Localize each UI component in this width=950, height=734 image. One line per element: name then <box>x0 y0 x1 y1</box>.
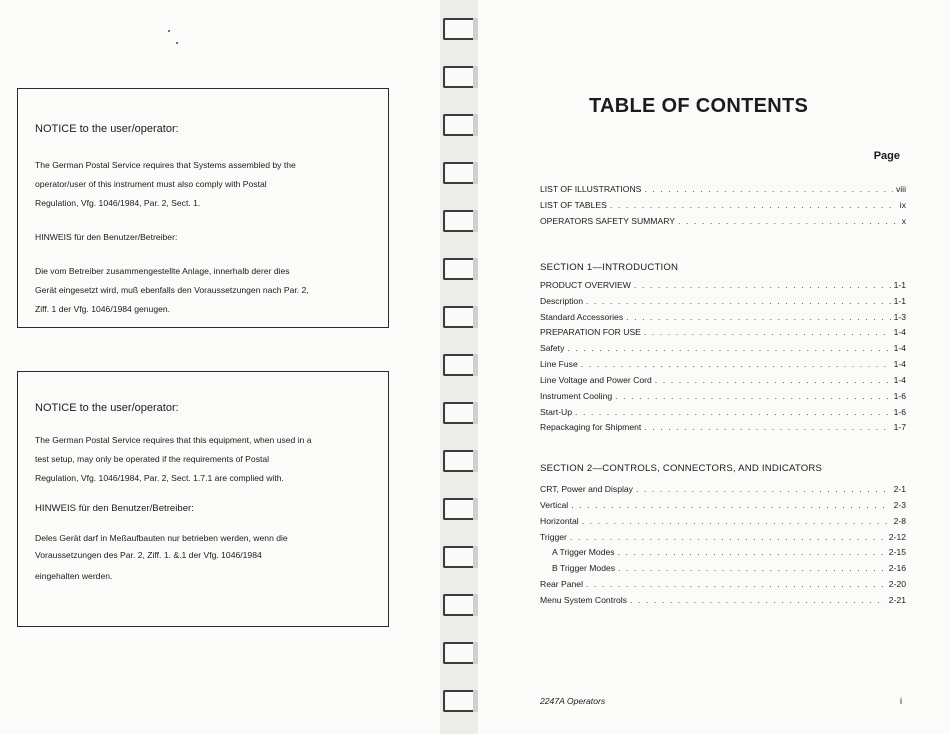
toc-entry-label: CRT, Power and Display <box>540 484 633 494</box>
toc-entry <box>540 200 906 216</box>
toc-entry <box>540 484 906 500</box>
hinweis-line: Voraussetzungen des Par. 2, Ziff. 1. &.1 der Vfg. 1046/1984 <box>35 550 262 560</box>
toc-entry-page: 1-4 <box>893 343 906 353</box>
right-page <box>478 0 950 734</box>
toc-entry <box>540 296 906 312</box>
toc-entry <box>540 500 906 516</box>
hinweis-line: Die vom Betreiber zusammengestellte Anlage, innerhalb derer dies <box>35 266 290 276</box>
toc-entry-page: 2-3 <box>893 500 906 510</box>
hinweis-heading: HINWEIS für den Benutzer/Betreiber: <box>35 503 194 514</box>
toc-entry <box>540 422 906 438</box>
left-page <box>0 0 440 734</box>
binding-ring <box>443 498 477 520</box>
toc-entry-label: LIST OF ILLUSTRATIONS <box>540 184 642 194</box>
leader-dots <box>610 200 897 210</box>
toc-entry-label: B Trigger Modes <box>552 563 616 573</box>
toc-entry-page: 2-15 <box>888 547 906 557</box>
toc-subentry <box>552 563 906 579</box>
toc-entry-label: LIST OF TABLES <box>540 200 607 210</box>
toc-entry-label: Rear Panel <box>540 579 583 589</box>
toc-entry <box>540 516 906 532</box>
toc-entry-page: 2-8 <box>893 516 906 526</box>
section-heading: SECTION 1—INTRODUCTION <box>540 262 679 273</box>
toc-entry-page: 2-1 <box>893 484 906 494</box>
toc-entry <box>540 343 906 359</box>
toc-entry <box>540 375 906 391</box>
leader-dots <box>618 563 886 573</box>
hinweis-line: Gerät eingesetzt wird, muß ebenfalls den Voraussetzungen nach Par. 2, <box>35 285 309 295</box>
leader-dots <box>567 343 890 353</box>
toc-entry-page: 1-4 <box>893 359 906 369</box>
toc-entry-label: Description <box>540 296 583 306</box>
hinweis-line: Ziff. 1 der Vfg. 1046/1984 genugen. <box>35 304 171 314</box>
toc-entry-label: Menu System Controls <box>540 595 627 605</box>
toc-entry-label: Safety <box>540 343 565 353</box>
binding-ring <box>443 18 477 40</box>
toc-entry <box>540 595 906 611</box>
toc-entry-label: Line Voltage and Power Cord <box>540 375 652 385</box>
leader-dots <box>570 532 886 542</box>
notice-line: Regulation, Vfg. 1046/1984, Par. 2, Sect. 1. <box>35 198 201 208</box>
hinweis-line: eingehalten werden. <box>35 571 113 581</box>
notice-line: The German Postal Service requires that Systems assembled by the <box>35 160 296 170</box>
toc-entry <box>540 391 906 407</box>
toc-entry-page: 2-12 <box>888 532 906 542</box>
leader-dots <box>582 516 891 526</box>
leader-dots <box>655 375 891 385</box>
binding-ring <box>443 690 477 712</box>
binding-ring <box>443 546 477 568</box>
toc-entry <box>540 280 906 296</box>
notice-heading: NOTICE to the user/operator: <box>35 123 179 135</box>
notice-box-postal-systems <box>17 88 389 328</box>
toc-entry-label: Horizontal <box>540 516 579 526</box>
binding-ring <box>443 594 477 616</box>
leader-dots <box>630 595 886 605</box>
notice-line: test setup, may only be operated if the requirements of Postal <box>35 454 270 464</box>
leader-dots <box>644 327 891 337</box>
leader-dots <box>644 184 893 194</box>
toc-entry-page: 1-4 <box>893 375 906 385</box>
leader-dots <box>618 547 886 557</box>
leader-dots <box>644 422 890 432</box>
toc-entry-page: 1-7 <box>893 422 906 432</box>
notice-line: operator/user of this instrument must also comply with Postal <box>35 179 267 189</box>
toc-entry-label: Line Fuse <box>540 359 578 369</box>
binding-ring <box>443 210 477 232</box>
binding-ring <box>443 114 477 136</box>
toc-entry-label: Instrument Cooling <box>540 391 613 401</box>
section-heading: SECTION 2—CONTROLS, CONNECTORS, AND INDICATORS <box>540 463 823 474</box>
binding-ring <box>443 450 477 472</box>
toc-entry-label: PRODUCT OVERVIEW <box>540 280 631 290</box>
footer-page-number: i <box>900 696 902 706</box>
toc-entry-page: viii <box>895 184 906 194</box>
hinweis-heading: HINWEIS für den Benutzer/Betreiber: <box>35 232 178 242</box>
toc-entry-label: OPERATORS SAFETY SUMMARY <box>540 216 675 226</box>
toc-entry-label: Trigger <box>540 532 567 542</box>
hinweis-line: Deles Gerät darf in Meßaufbauten nur betrieben werden, wenn die <box>35 533 288 543</box>
binding-ring <box>443 642 477 664</box>
leader-dots <box>615 391 890 401</box>
binding-ring <box>443 162 477 184</box>
binding-ring <box>443 402 477 424</box>
leader-dots <box>636 484 891 494</box>
toc-entry <box>540 312 906 328</box>
toc-entry <box>540 327 906 343</box>
toc-entry-page: ix <box>899 200 906 210</box>
toc-entry-label: A Trigger Modes <box>552 547 615 557</box>
scan-speck <box>176 42 178 44</box>
toc-entry-page: 1-1 <box>893 280 906 290</box>
binding-ring <box>443 258 477 280</box>
toc-entry-page: 2-21 <box>888 595 906 605</box>
notice-line: The German Postal Service requires that this equipment, when used in a <box>35 435 312 445</box>
notice-heading: NOTICE to the user/operator: <box>35 402 179 414</box>
toc-entry-label: Start-Up <box>540 407 572 417</box>
leader-dots <box>586 579 886 589</box>
scan-speck <box>168 30 170 32</box>
notice-box-postal-equipment <box>17 371 389 627</box>
leader-dots <box>634 280 891 290</box>
toc-entry-label: Repackaging for Shipment <box>540 422 642 432</box>
leader-dots <box>586 296 891 306</box>
toc-entry <box>540 579 906 595</box>
leader-dots <box>581 359 891 369</box>
toc-entry-page: x <box>901 216 906 226</box>
leader-dots <box>575 407 891 417</box>
binding-ring <box>443 66 477 88</box>
binding-ring <box>443 354 477 376</box>
binding-ring <box>443 306 477 328</box>
notice-line: Regulation, Vfg. 1046/1984, Par. 2, Sect. 1.7.1 are complied with. <box>35 473 284 483</box>
leader-dots <box>678 216 899 226</box>
leader-dots <box>571 500 890 510</box>
toc-entry <box>540 359 906 375</box>
toc-entry-label: Vertical <box>540 500 569 510</box>
toc-entry-page: 1-6 <box>893 391 906 401</box>
toc-entry-page: 1-6 <box>893 407 906 417</box>
toc-entry <box>540 532 906 548</box>
toc-entry <box>540 184 906 200</box>
footer-manual-title: 2247A Operators <box>540 696 606 706</box>
page-column-label: Page <box>873 150 900 162</box>
leader-dots <box>626 312 890 322</box>
toc-title: TABLE OF CONTENTS <box>589 95 809 117</box>
toc-entry-page: 2-16 <box>888 563 906 573</box>
toc-entry <box>540 407 906 423</box>
toc-entry-page: 1-4 <box>893 327 906 337</box>
toc-entry-label: PREPARATION FOR USE <box>540 327 641 337</box>
toc-entry <box>540 216 906 232</box>
toc-entry-page: 2-20 <box>888 579 906 589</box>
toc-entry-page: 1-1 <box>893 296 906 306</box>
toc-subentry <box>552 547 906 563</box>
toc-entry-page: 1-3 <box>893 312 906 322</box>
toc-entry-label: Standard Accessories <box>540 312 624 322</box>
